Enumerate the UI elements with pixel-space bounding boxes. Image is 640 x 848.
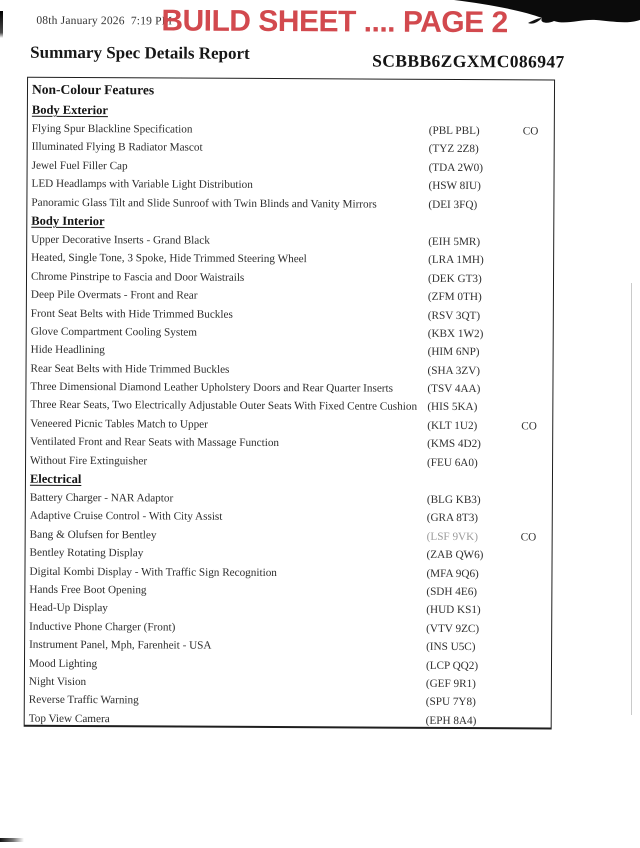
feature-code: (EIH 5MR) [428, 235, 481, 249]
feature-name: Deep Pile Overmats - Front and Rear [30, 288, 198, 302]
feature-code: (TYZ 2Z8) [428, 143, 479, 156]
feature-code: (KLT 1U2) [427, 419, 478, 432]
vin-number: SCBBB6ZGXMC086947 [372, 50, 565, 72]
feature-code: (EPH 8A4) [425, 714, 477, 727]
feature-code: (LRA 1MH) [428, 254, 484, 267]
feature-code: (TSV 4AA) [427, 382, 481, 396]
feature-code: (SHA 3ZV) [427, 364, 481, 377]
feature-name: Jewel Fuel Filler Cap [31, 159, 128, 173]
feature-name: Digital Kombi Display - With Traffic Sign Recognition [29, 565, 277, 579]
feature-code: (GEF 9R1) [425, 677, 476, 691]
feature-name: Veneered Picnic Tables Match to Upper [30, 417, 208, 431]
feature-code: (HUD KS1) [426, 604, 481, 617]
feature-name: Heated, Single Tone, 3 Spoke, Hide Trimmed Steering Wheel [31, 252, 307, 266]
feature-flag-co: CO [521, 420, 537, 433]
feature-row [31, 193, 553, 214]
features-table-body [29, 101, 554, 731]
scan-artifact-left-edge [0, 11, 3, 38]
print-datetime: 08th January 2026 7:19 PM [36, 14, 173, 28]
feature-name: Bentley Rotating Display [29, 546, 144, 560]
feature-name: Glove Compartment Cooling System [30, 325, 198, 339]
feature-name: Head-Up Display [29, 602, 108, 615]
feature-name: LED Headlamps with Variable Light Distribution [31, 177, 253, 192]
feature-code: (INS U5C) [426, 640, 476, 654]
feature-name: Rear Seat Belts with Hide Trimmed Buckles [30, 362, 230, 376]
feature-code: (PBL PBL) [428, 124, 480, 138]
feature-code: (DEI 3FQ) [428, 198, 478, 211]
feature-name: Flying Spur Blackline Specification [31, 122, 193, 136]
feature-row [29, 709, 551, 730]
build-sheet-stamp: BUILD SHEET .... PAGE 2 [161, 4, 508, 40]
feature-name: Reverse Traffic Warning [28, 694, 139, 707]
feature-row [30, 451, 552, 472]
feature-code: (HSW 8IU) [428, 179, 481, 193]
feature-code: (GRA 8T3) [426, 512, 479, 525]
feature-code: (KBX 1W2) [427, 327, 484, 341]
feature-name: Night Vision [28, 675, 87, 688]
feature-flag-co: CO [522, 125, 539, 138]
feature-name: Hide Headlining [30, 344, 105, 357]
feature-code: (ZAB QW6) [426, 549, 484, 562]
feature-code: (DEK GT3) [427, 272, 482, 285]
feature-name: Illuminated Flying B Radiator Mascot [31, 141, 203, 155]
feature-name: Without Fire Extinguisher [30, 454, 148, 467]
scan-artifact-page-edge-line [631, 283, 632, 715]
feature-code: (TDA 2W0) [428, 161, 484, 174]
feature-name: Adaptive Cruise Control - With City Assist [29, 510, 223, 524]
feature-code: (FEU 6A0) [427, 456, 478, 469]
feature-name: Panoramic Glass Tilt and Slide Sunroof with Twin Blinds and Vanity Mirrors [31, 196, 377, 211]
feature-name: Ventilated Front and Rear Seats with Massage Function [30, 435, 280, 450]
section-header-body-exterior: Body Exterior [31, 102, 108, 118]
scan-artifact-bottom-left [0, 838, 24, 842]
feature-code: (BLG KB3) [426, 493, 481, 507]
feature-code: (LSF 9VK) [426, 530, 478, 543]
feature-name: Inductive Phone Charger (Front) [29, 620, 176, 634]
feature-code: (KMS 4D2) [427, 438, 481, 451]
feature-name: Hands Free Boot Opening [29, 583, 147, 597]
feature-name: Three Rear Seats, Two Electrically Adjustable Outer Seats With Fixed Centre Cushion [30, 399, 418, 414]
feature-name: Upper Decorative Inserts - Grand Black [31, 233, 210, 247]
section-header-electrical: Electrical [29, 471, 82, 487]
feature-code: (MFA 9Q6) [426, 567, 479, 580]
feature-code: (SPU 7Y8) [425, 696, 476, 709]
feature-name: Bang & Olufsen for Bentley [29, 528, 157, 542]
feature-code: (ZFM 0TH) [427, 290, 482, 304]
feature-name: Instrument Panel, Mph, Farenheit - USA [29, 638, 212, 652]
feature-name: Top View Camera [28, 712, 110, 725]
feature-code: (HIM 6NP) [427, 346, 480, 359]
feature-code: (HIS 5KA) [427, 401, 478, 414]
feature-code: (RSV 3QT) [427, 309, 481, 322]
section-header-body-interior: Body Interior [31, 213, 105, 229]
scan-artifact-page-curl [438, 0, 640, 30]
feature-name: Three Dimensional Diamond Leather Upholstery Doors and Rear Quarter Inserts [30, 380, 394, 395]
feature-code: (SDH 4E6) [426, 585, 478, 599]
feature-flag-co: CO [520, 531, 537, 544]
table-title: Non-Colour Features [31, 81, 155, 98]
feature-code: (LCP QQ2) [425, 659, 479, 672]
feature-code: (VTV 9ZC) [426, 622, 480, 635]
feature-name: Chrome Pinstripe to Fascia and Door Waistrails [30, 270, 245, 284]
feature-name: Battery Charger - NAR Adaptor [29, 491, 174, 505]
feature-name: Front Seat Belts with Hide Trimmed Buckles [30, 307, 233, 321]
features-table [24, 77, 555, 730]
report-title: Summary Spec Details Report [30, 42, 250, 63]
feature-name: Mood Lighting [28, 657, 98, 670]
